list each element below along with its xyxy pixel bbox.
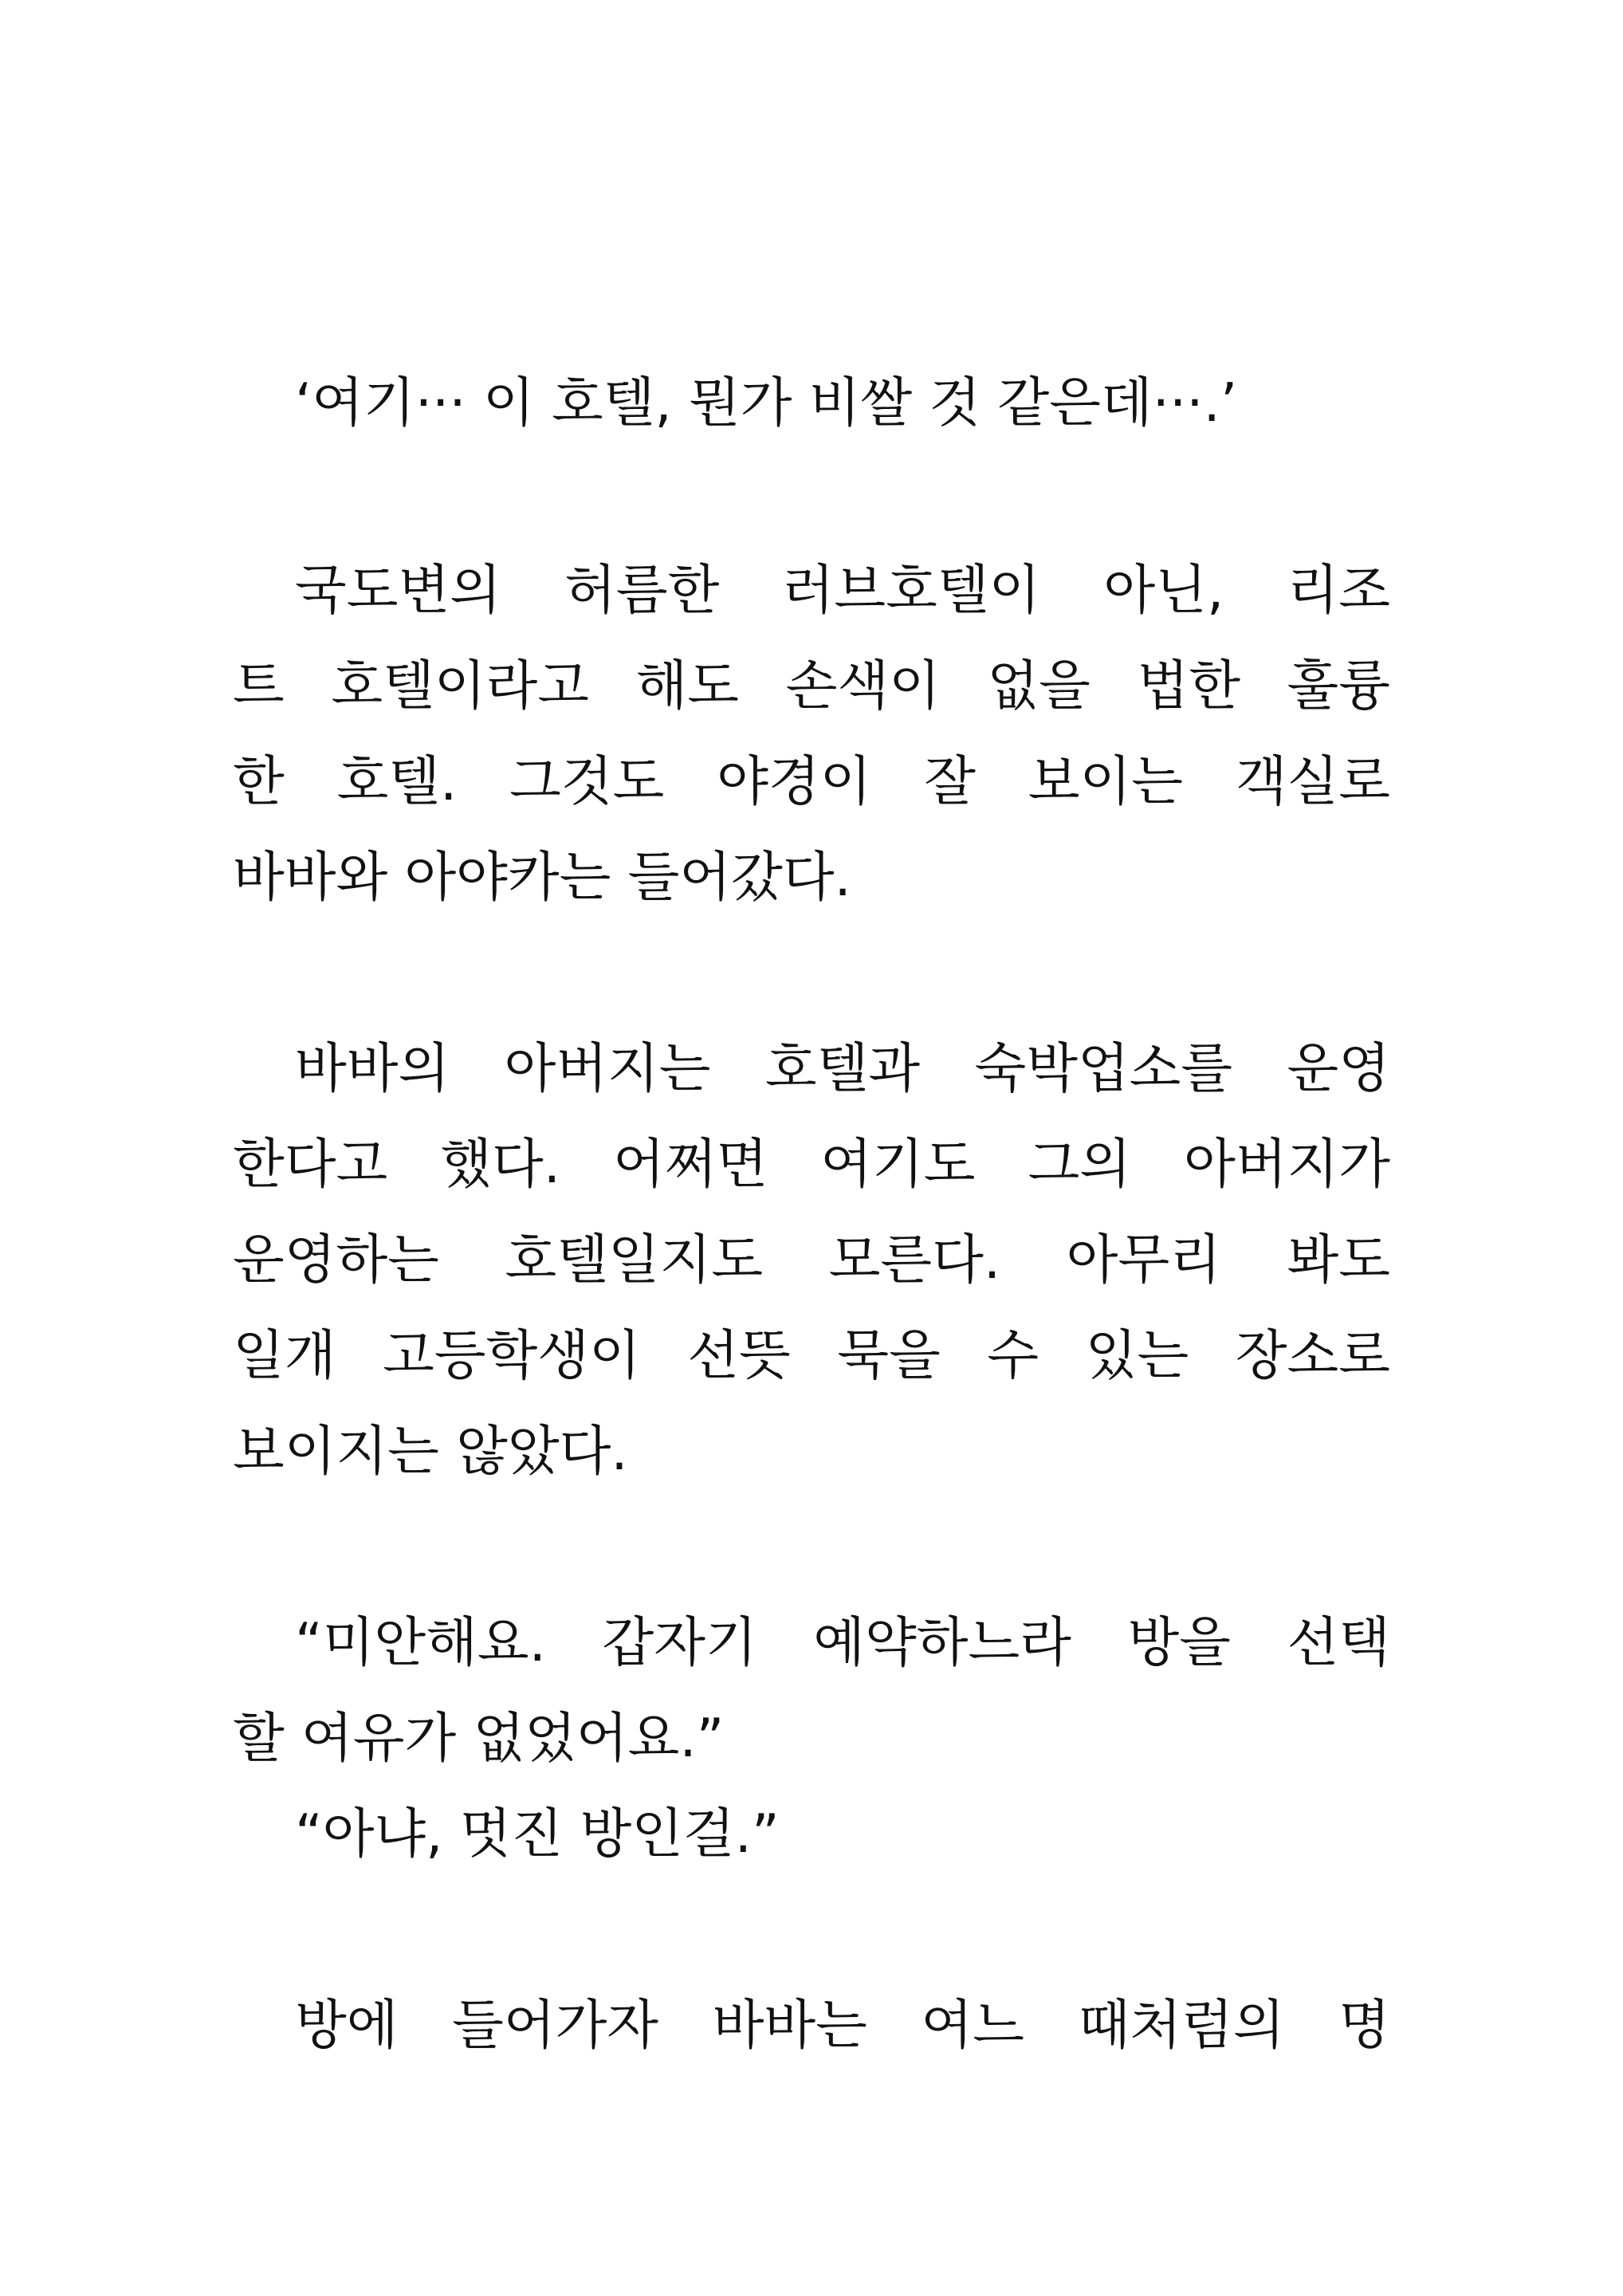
text-line: 운영하는 호텔일지도 모른다. 아무리 봐도 bbox=[233, 1229, 1390, 1291]
text-line: 일개 고등학생이 선뜻 묵을 수 있는 장소로 bbox=[233, 1324, 1390, 1386]
text-line: 바바와 아야카는 들어갔다. bbox=[233, 846, 851, 908]
text-line: 한 호텔. 그것도 야경이 잘 보이는 객실로 bbox=[233, 750, 1390, 812]
text-line: “미안해요. 갑자기 예약하느라 방을 선택 bbox=[295, 1611, 1390, 1673]
text-line: 한다고 했다. 어쩌면 여기도 그의 아버지가 bbox=[233, 1133, 1390, 1195]
text-line: 방에 들어가자 바바는 여느 때처럼의 명 bbox=[295, 1994, 1390, 2056]
text-line: “아냐, 멋진 방인걸.” bbox=[295, 1803, 780, 1865]
text-line: 보이지는 않았다. bbox=[233, 1420, 628, 1482]
text-line: 트 호텔이라고 해도 손색이 없을 법한 훌륭 bbox=[233, 655, 1390, 717]
text-line: 할 여유가 없었어요.” bbox=[233, 1707, 725, 1769]
text-line: ‘여기··· 이 호텔, 뭔가 비쌀 것 같은데···.’ bbox=[295, 372, 1238, 434]
text-line: 국도변의 허름한 러브호텔이 아닌, 리조 bbox=[295, 559, 1390, 621]
text-line: 바바의 아버지는 호텔과 숙박업소를 운영 bbox=[295, 1037, 1390, 1099]
